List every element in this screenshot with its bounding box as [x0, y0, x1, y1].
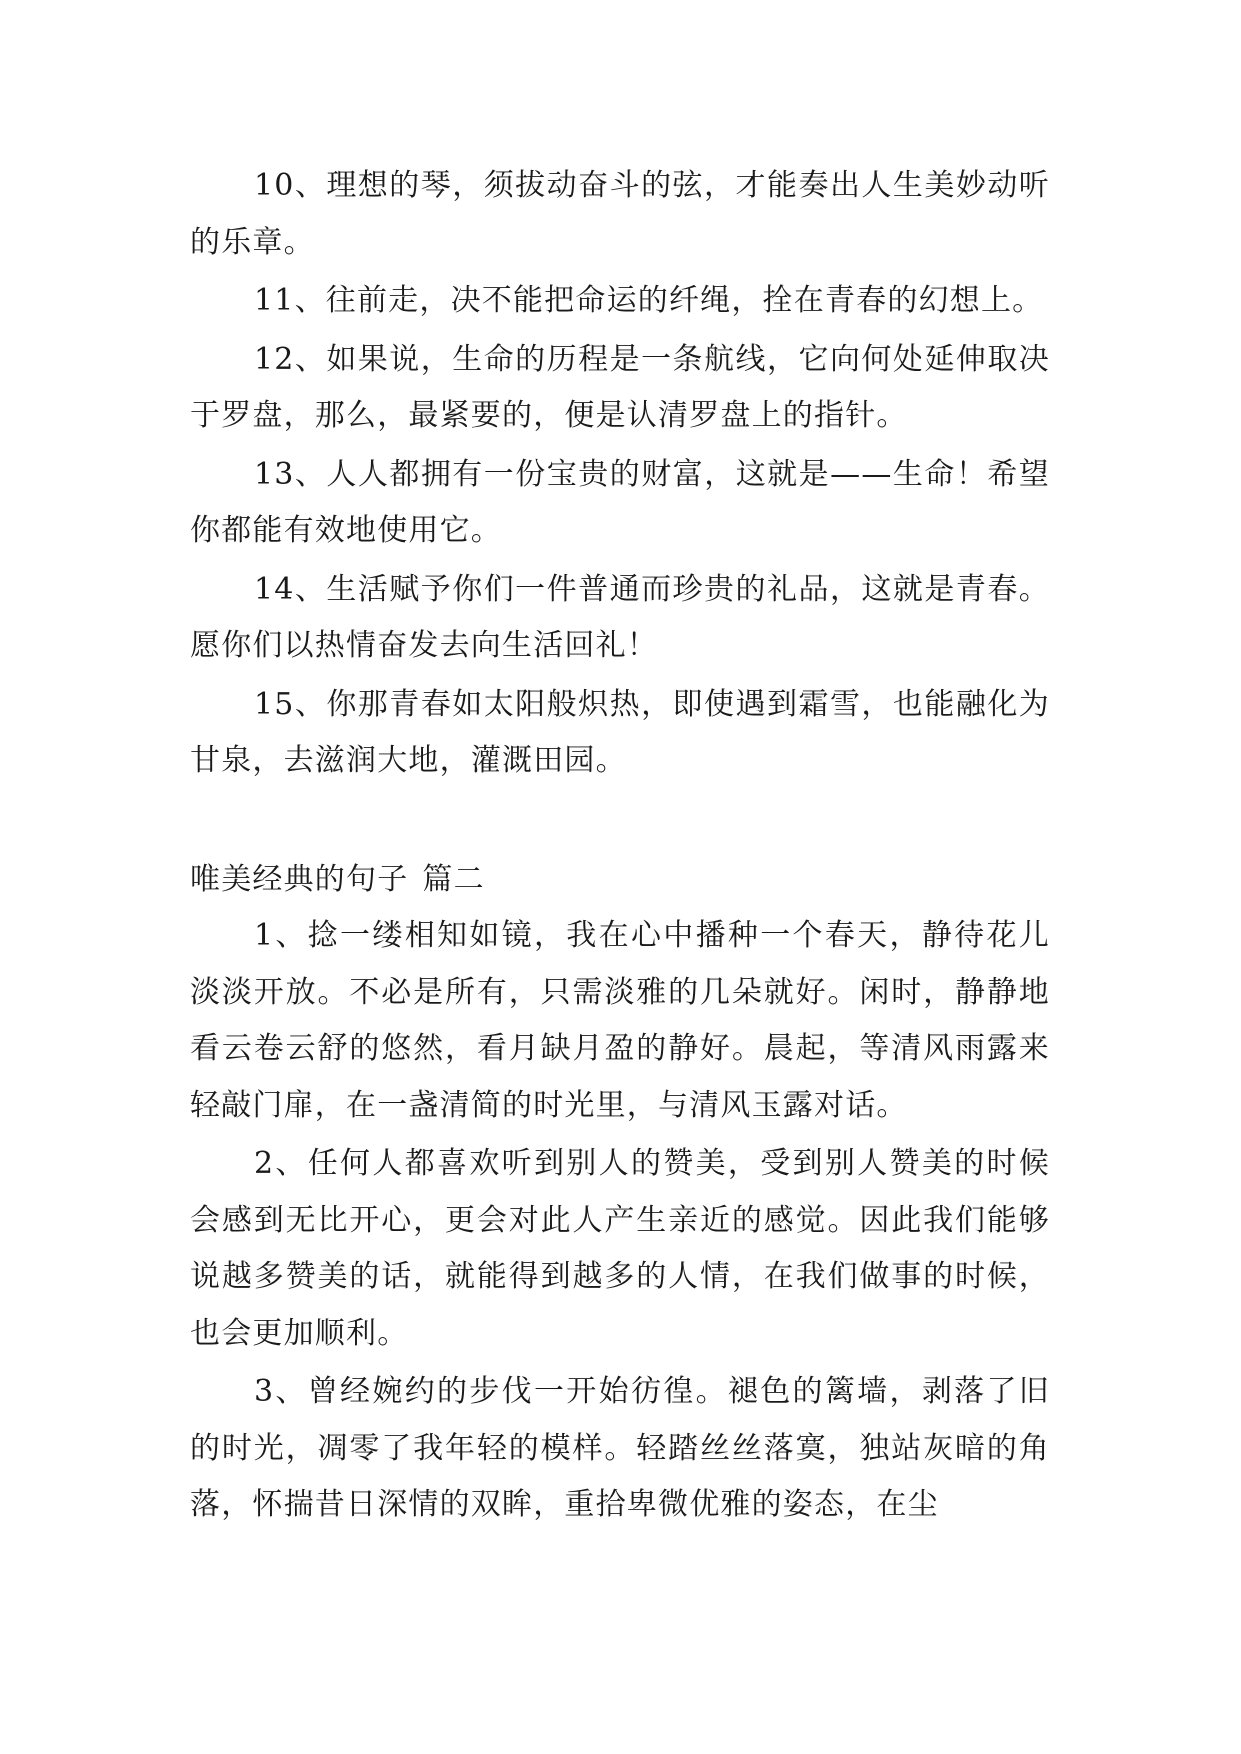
list-item: 13、人人都拥有一份宝贵的财富，这就是——生命！希望你都能有效地使用它。 [190, 456, 1050, 548]
section-subtitle: 篇二 [422, 861, 485, 897]
list-item: 2、任何人都喜欢听到别人的赞美，受到别人赞美的时候会感到无比开心，更会对此人产生亲近的感觉。因此我们能够说越多赞美的话，就能得到越多的人情，在我们做事的时候，也会更加顺利。 [190, 1146, 1050, 1351]
section-heading [190, 852, 1050, 909]
list-item: 12、如果说，生命的历程是一条航线，它向何处延伸取决于罗盘，那么，最紧要的，便是认清罗盘上的指针。 [190, 341, 1050, 433]
list-item: 11、往前走，决不能把命运的纤绳，拴在青春的幻想上。 [254, 283, 1044, 318]
list-item: 15、你那青春如太阳般炽热，即使遇到霜雪，也能融化为甘泉，去滋润大地，灌溉田园。 [190, 686, 1050, 778]
list-item: 3、曾经婉约的步伐一开始彷徨。褪色的篱墙，剥落了旧的时光，凋零了我年轻的模样。轻踏丝丝落寞，独站灰暗的角落，怀揣昔日深情的双眸，重拾卑微优雅的姿态，在尘 [190, 1374, 1050, 1522]
list-item: 10、理想的琴，须拔动奋斗的弦，才能奏出人生美妙动听的乐章。 [190, 168, 1050, 260]
section-title: 唯美经典的句子 [190, 861, 409, 897]
document-body [190, 158, 1050, 1536]
list-item: 14、生活赋予你们一件普通而珍贵的礼品，这就是青春。愿你们以热情奋发去向生活回礼！ [190, 571, 1050, 663]
list-item: 1、捻一缕相知如镜，我在心中播种一个春天，静待花儿淡淡开放。不必是所有，只需淡雅的几朵就好。闲时，静静地看云卷云舒的悠然，看月缺月盈的静好。晨起，等清风雨露来轻敲门扉，在一盏清简的时光里，与清风玉露对话。 [190, 918, 1050, 1123]
